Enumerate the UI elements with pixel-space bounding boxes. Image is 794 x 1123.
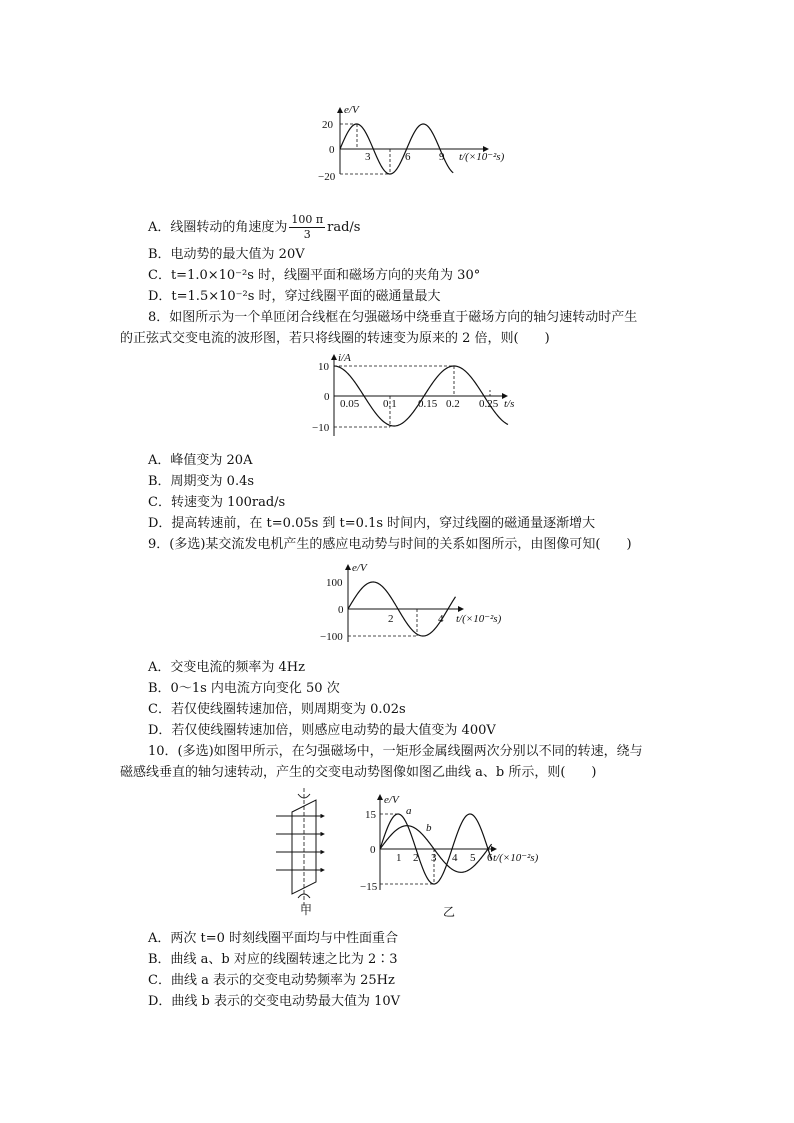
- q10-stem-line1: 10．(多选)如图甲所示，在匀强磁场中，一矩形金属线圈两次分别以不同的转速，绕与: [148, 744, 643, 759]
- x-tick-0.2: 0.2: [446, 398, 460, 410]
- x-tick-6: 6: [487, 852, 493, 864]
- x-tick-5: 5: [470, 852, 476, 864]
- x-axis-label: t/s: [504, 398, 515, 410]
- y-tick-20: 20: [322, 119, 333, 131]
- x-tick-0.15: 0.15: [418, 398, 438, 410]
- x-tick-2: 2: [413, 852, 419, 864]
- q8-stem-line2: 的正弦式交变电流的波形图，若只将线圈的转速变为原来的 2 倍，则( ): [120, 331, 550, 346]
- q10-option-b: B．曲线 a、b 对应的线圈转速之比为 2∶3: [148, 952, 398, 967]
- y-tick-15: 15: [365, 809, 376, 821]
- x-tick-4: 4: [452, 852, 458, 864]
- q10-option-a: A．两次 t=0 时刻线圈平面均与中性面重合: [148, 931, 399, 946]
- y-tick-0: 0: [338, 604, 344, 616]
- q10-stem-line2: 磁感线垂直的轴匀速转动，产生的交变电动势图像如图乙曲线 a、b 所示，则( ): [120, 765, 597, 780]
- q9-option-a: A．交变电流的频率为 4Hz: [148, 660, 305, 675]
- caption-jia: 甲: [300, 903, 313, 917]
- q7-option-c: C．t=1.0×10⁻²s 时，线圈平面和磁场方向的夹角为 30°: [148, 268, 481, 283]
- q7-option-d: D．t=1.5×10⁻²s 时，穿过线圈平面的磁通量最大: [148, 289, 441, 304]
- q10-coil-figure: [272, 786, 352, 916]
- q10-graph: [360, 790, 550, 920]
- q8-option-b: B．周期变为 0.4s: [148, 474, 255, 489]
- q10-graph-svg: [360, 790, 550, 920]
- y-tick-neg15: −15: [360, 881, 378, 893]
- y-tick-neg20: −20: [318, 171, 336, 183]
- y-tick-neg10: −10: [312, 422, 330, 434]
- coil-diagram-svg: [272, 786, 352, 916]
- x-tick-2: 2: [388, 613, 394, 625]
- x-tick-9: 9: [439, 151, 445, 163]
- q8-option-a: A．峰值变为 20A: [148, 453, 253, 468]
- q9-graph: [318, 560, 518, 645]
- q8-option-d: D．提高转速前，在 t=0.05s 到 t=0.1s 时间内，穿过线圈的磁通量逐渐增大: [148, 516, 596, 531]
- q7-option-b: B．电动势的最大值为 20V: [148, 247, 305, 262]
- y-tick-0: 0: [329, 144, 335, 156]
- q8-graph-svg: [312, 350, 522, 440]
- y-axis-label: e/V: [352, 562, 367, 574]
- q9-option-b: B．0～1s 内电流方向变化 50 次: [148, 681, 340, 696]
- fraction: [289, 213, 325, 242]
- q10-option-c: C．曲线 a 表示的交变电动势频率为 25Hz: [148, 973, 395, 988]
- y-tick-10: 10: [318, 361, 329, 373]
- x-tick-3: 3: [431, 852, 437, 864]
- x-tick-3: 3: [365, 151, 371, 163]
- q8-option-c: C．转速变为 100rad/s: [148, 495, 286, 510]
- q7-option-a-unit: rad/s: [327, 220, 361, 235]
- y-tick-0: 0: [324, 391, 330, 403]
- x-axis-label: t/(×10⁻²s): [456, 613, 502, 625]
- x-tick-0.25: 0.25: [479, 398, 499, 410]
- x-tick-4: 4: [438, 613, 444, 625]
- fraction-numerator: 100 π: [291, 213, 324, 226]
- curve-b-label: b: [426, 822, 432, 834]
- fraction-denominator: 3: [303, 228, 311, 241]
- q9-option-d: D．若仅使线圈转速加倍，则感应电动势的最大值变为 400V: [148, 723, 496, 738]
- q7-graph: [318, 102, 518, 192]
- x-tick-0.1: 0.1: [383, 398, 397, 410]
- x-tick-6: 6: [405, 151, 411, 163]
- q9-option-c: C．若仅使线圈转速加倍，则周期变为 0.02s: [148, 702, 406, 717]
- curve-a-label: a: [406, 805, 412, 817]
- y-axis-label: e/V: [344, 104, 359, 116]
- q7-graph-svg: [318, 102, 518, 192]
- x-tick-0.05: 0.05: [340, 398, 360, 410]
- y-axis-label: i/A: [338, 352, 351, 364]
- q10-option-d: D．曲线 b 表示的交变电动势最大值为 10V: [148, 994, 401, 1009]
- x-axis-label: t/(×10⁻²s): [459, 151, 505, 163]
- q9-graph-svg: [318, 560, 518, 645]
- y-axis-label: e/V: [384, 794, 399, 806]
- y-tick-0: 0: [370, 844, 376, 856]
- q7-option-a: [148, 208, 360, 248]
- y-tick-100: 100: [326, 577, 343, 589]
- q9-stem: 9．(多选)某交流发电机产生的感应电动势与时间的关系如图所示，由图像可知( ): [148, 537, 632, 552]
- q8-stem-line1: 8．如图所示为一个单匝闭合线框在匀强磁场中绕垂直于磁场方向的轴匀速转动时产生: [148, 310, 638, 325]
- q8-graph: [312, 350, 522, 440]
- y-tick-neg100: −100: [320, 631, 343, 643]
- caption-yi: 乙: [443, 905, 456, 919]
- x-tick-1: 1: [396, 852, 402, 864]
- q7-option-a-prefix: A．线圈转动的角速度为: [148, 220, 288, 235]
- x-axis-label: t/(×10⁻²s): [493, 852, 539, 864]
